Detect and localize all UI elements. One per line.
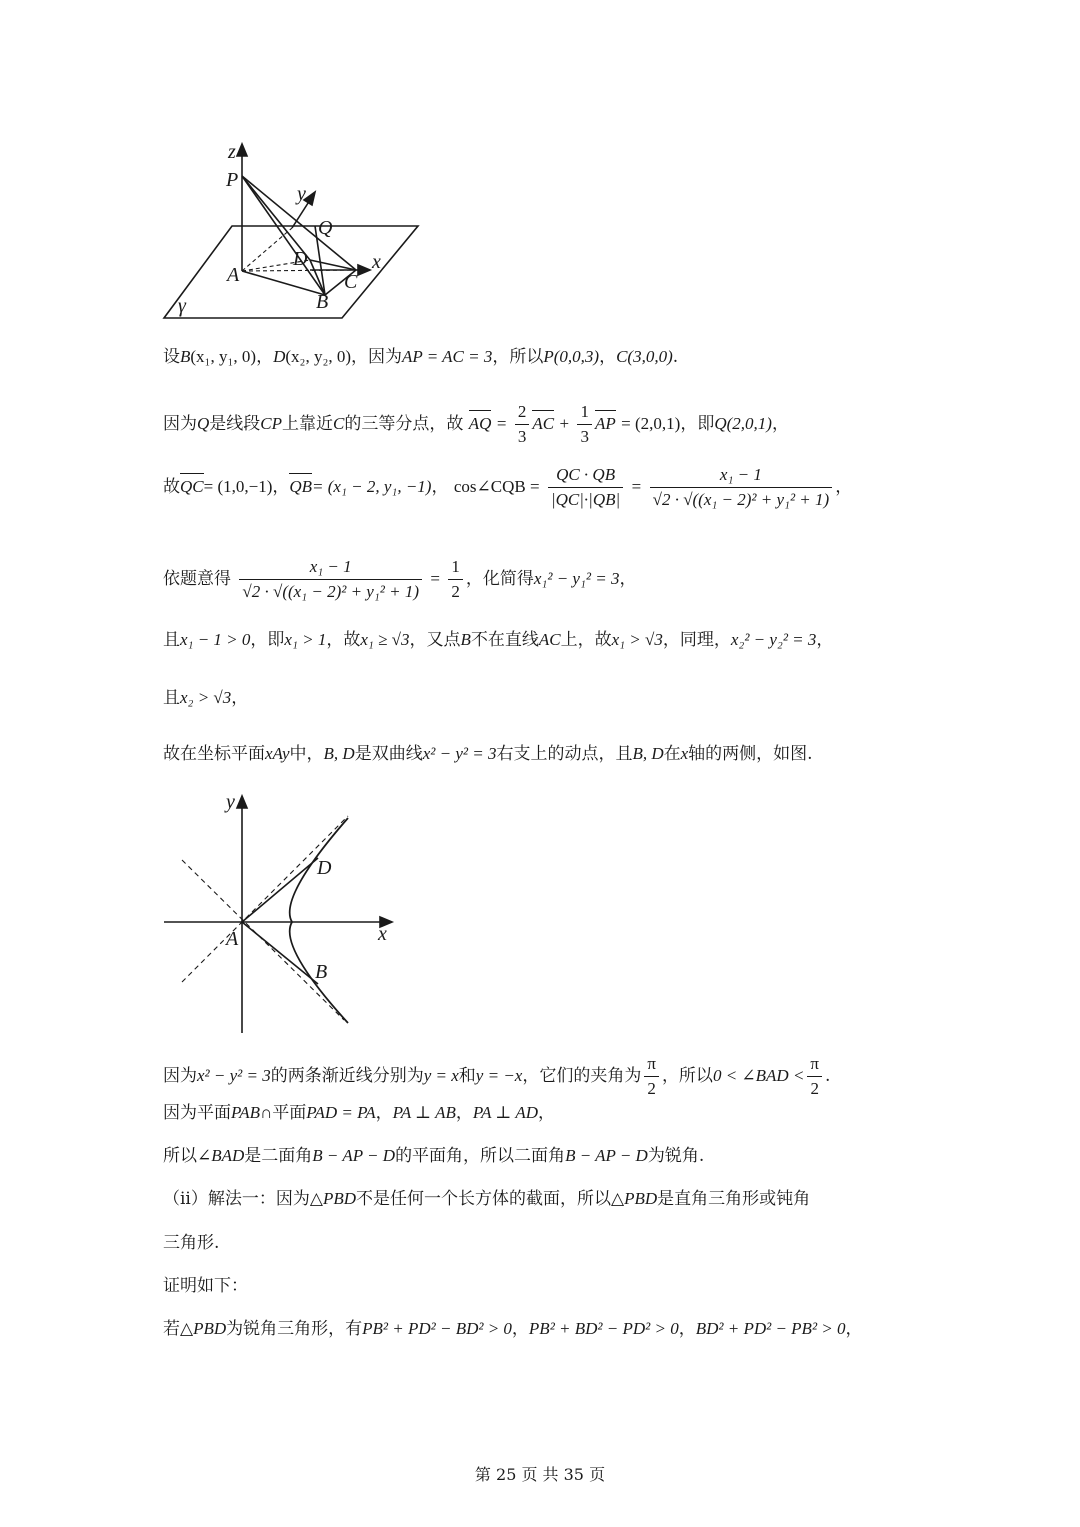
label-B2: B: [315, 961, 328, 983]
text-line-14: 若△PBD为锐角三角形，有PB² + PD² − BD² > 0，PB² + BD² − PD² > 0，BD² + PD² − PB² > 0，: [163, 1319, 863, 1339]
label-x: x: [372, 251, 381, 273]
text-line-2: 因为Q是线段CP上靠近C的三等分点，故 AQ = $\frac{2}{3}$ AC + $\frac{1}{3}$ AP = (2,0,1)，即Q(2,0,1)，: [163, 402, 789, 446]
text-line-12: 三角形.: [163, 1233, 220, 1253]
text-line-1: 设B(x₁, y₁, 0)，D(x₂, y₂, 0)，因为AP = AC = 3，所以P(0,0,3)，C(3,0,0).: [163, 347, 679, 367]
text-line-3: 故QC= (1,0,−1)，QB= (x₁ − 2, y₁, −1)， cos∠CQB = $\frac{QC \cdot QB}{|QC|\cdot|QB|}$ = $\frac{\text{x₁ − 1}}{\text{√2 · √((x₁ − 2)² + y₁² + 1)}}$ ，: [163, 465, 853, 509]
text-line-5: 且x₁ − 1 > 0，即x₁ > 1，故x₁ ≥ √3，又点B不在直线AC上，故x₁ > √3，同理，x₂² − y₂² = 3，: [163, 630, 834, 650]
label-D2: D: [317, 857, 332, 879]
asymptote-y-equals-x: [182, 816, 348, 982]
label-z: z: [228, 141, 236, 163]
text-line-13: 证明如下：: [163, 1276, 248, 1296]
text-line-9: 因为平面PAB∩平面PAD = PA，PA ⊥ AB，PA ⊥ AD，: [163, 1103, 555, 1123]
label-B: B: [316, 291, 329, 313]
figure-3d-pyramid: [160, 138, 430, 328]
label-y2: y: [226, 791, 235, 813]
text-line-7: 故在坐标平面xAy中，B, D是双曲线x² − y² = 3右支上的动点，且B, D在x轴的两侧，如图.: [163, 744, 813, 764]
label-A: A: [227, 264, 240, 286]
label-A2: A: [226, 928, 239, 950]
label-y: y: [297, 183, 306, 205]
page-footer: 第 25 页 共 35 页: [474, 1465, 606, 1484]
label-gamma: γ: [178, 295, 186, 317]
figure-hyperbola: [160, 788, 400, 1038]
label-Q: Q: [318, 217, 333, 239]
text-line-10: 所以∠BAD是二面角B − AP − D的平面角，所以二面角B − AP − D为锐角.: [163, 1146, 705, 1166]
text-line-11: （ii）解法一：因为△PBD不是任何一个长方体的截面，所以△PBD是直角三角形或钝角: [163, 1189, 811, 1209]
text-line-4: 依题意得 $\frac{\text{x₁ − 1}}{\text{√2 · √((x₁ − 2)² + y₁² + 1)}}$ = $\frac{1}{2}$ ，化简得x₁² − y₁² = 3，: [163, 557, 637, 601]
hyperbola-branch: [290, 818, 348, 1023]
text-line-6: 且x₂ > √3，: [163, 688, 249, 708]
label-P: P: [226, 169, 239, 191]
label-D: D: [293, 248, 308, 270]
label-C: C: [344, 271, 358, 293]
text-line-8: 因为x² − y² = 3的两条渐近线分别为y = x和y = −x，它们的夹角为 $\frac{\pi}{2}$ ，所以0 < ∠BAD < $\frac{\pi}{2}$ .: [163, 1054, 831, 1098]
label-x2: x: [378, 923, 387, 945]
